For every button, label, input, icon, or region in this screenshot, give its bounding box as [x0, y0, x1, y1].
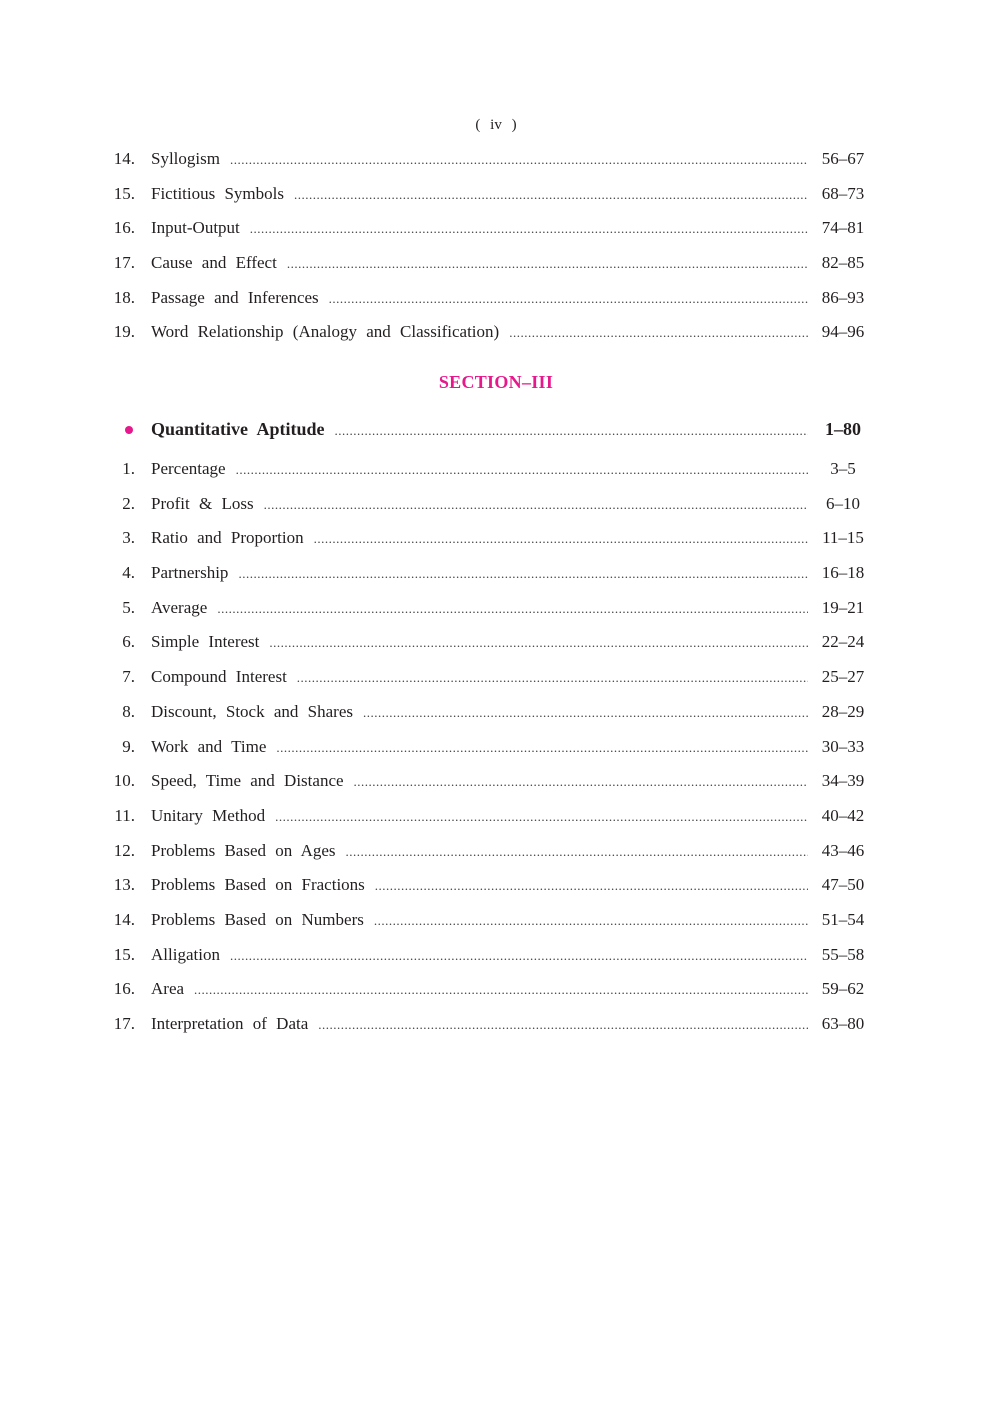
toc-entry[interactable] — [108, 253, 872, 288]
toc-entry-pages: 55–58 — [821, 944, 865, 964]
toc-entry-pages: 30–33 — [821, 736, 865, 756]
dot-leader — [238, 566, 808, 582]
toc-entry-pages: 63–80 — [821, 1014, 865, 1033]
toc-entry[interactable] — [108, 945, 872, 980]
dot-leader — [509, 325, 808, 341]
toc-entry-pages: 3–5 — [830, 459, 856, 478]
toc-entry-number: 9. — [122, 736, 135, 756]
toc-entry-title: Word Relationship (Analogy and Classification) — [151, 322, 500, 342]
toc-entry-number: 12. — [113, 840, 135, 860]
toc-entry-number: 18. — [113, 287, 135, 307]
toc-entry[interactable] — [108, 875, 872, 910]
toc-entry-number: 2. — [122, 493, 135, 513]
toc-entry[interactable] — [108, 910, 872, 945]
toc-entry-number: 14. — [113, 149, 135, 168]
dot-leader — [275, 809, 808, 825]
page-number: ( iv ) — [475, 117, 517, 133]
toc-entry[interactable] — [108, 218, 872, 253]
toc-entry-number: 10. — [113, 771, 135, 791]
toc-entry[interactable] — [108, 702, 872, 737]
dot-leader — [363, 705, 808, 721]
toc-entry-number: 17. — [113, 1014, 135, 1033]
toc-entry-title: Fictitious Symbols — [151, 183, 284, 203]
toc-part-entry[interactable] — [108, 419, 872, 440]
toc-entry-pages: 59–62 — [821, 979, 865, 999]
toc-entry[interactable] — [108, 322, 872, 357]
toc-entry-number: 15. — [113, 183, 135, 203]
toc-part-pages: 1–80 — [825, 419, 861, 439]
toc-entry-title: Discount, Stock and Shares — [151, 701, 353, 721]
dot-leader — [374, 913, 808, 929]
dot-leader — [375, 878, 808, 894]
toc-entry-number: 13. — [113, 875, 135, 895]
toc-entry[interactable] — [108, 841, 872, 876]
toc-entry-title: Percentage — [151, 459, 226, 478]
toc-entry-pages: 19–21 — [821, 597, 865, 617]
toc-entry-pages: 6–10 — [826, 493, 860, 513]
toc-part-title: Quantitative Aptitude — [151, 419, 325, 439]
toc-entry[interactable] — [108, 149, 872, 184]
toc-entry-title: Work and Time — [151, 736, 267, 756]
dot-leader — [354, 774, 808, 790]
toc-entry-number: 16. — [113, 979, 135, 999]
toc-entry-number: 14. — [113, 909, 135, 929]
toc-list-section-iii — [108, 459, 872, 1049]
toc-entry-title: Problems Based on Numbers — [151, 909, 364, 929]
toc-entry[interactable] — [108, 598, 872, 633]
dot-leader — [346, 844, 808, 860]
toc-entry-number: 3. — [122, 528, 135, 548]
toc-entry[interactable] — [108, 528, 872, 563]
toc-entry-pages: 28–29 — [821, 701, 865, 721]
toc-entry[interactable] — [108, 494, 872, 529]
toc-entry-pages: 51–54 — [821, 909, 865, 929]
toc-entry[interactable] — [108, 563, 872, 598]
toc-entry-title: Speed, Time and Distance — [151, 771, 344, 791]
dot-leader — [276, 740, 808, 756]
toc-entry-number: 6. — [122, 632, 135, 652]
toc-entry[interactable] — [108, 667, 872, 702]
toc-entry[interactable] — [108, 806, 872, 841]
dot-leader — [236, 462, 808, 478]
toc-entry-title: Passage and Inferences — [151, 287, 319, 307]
toc-entry-title: Ratio and Proportion — [151, 528, 304, 548]
dot-leader — [287, 256, 808, 272]
dot-leader — [329, 291, 808, 307]
toc-entry-title: Simple Interest — [151, 632, 260, 652]
toc-entry-title: Unitary Method — [151, 805, 266, 825]
dot-leader — [335, 423, 808, 439]
toc-entry-pages: 82–85 — [821, 253, 865, 273]
dot-leader — [294, 187, 808, 203]
dot-leader — [264, 497, 808, 513]
toc-entry[interactable] — [108, 632, 872, 667]
toc-entry-number: 5. — [122, 597, 135, 617]
toc-list-section-ii-continued — [108, 149, 872, 357]
toc-entry[interactable] — [108, 771, 872, 806]
toc-entry[interactable] — [108, 737, 872, 772]
toc-entry-title: Syllogism — [151, 149, 220, 168]
toc-entry-title: Cause and Effect — [151, 253, 277, 273]
toc-entry-pages: 34–39 — [821, 771, 865, 791]
toc-entry-pages: 68–73 — [821, 183, 865, 203]
toc-entry[interactable] — [108, 979, 872, 1014]
toc-entry[interactable] — [108, 459, 872, 494]
toc-entry-pages: 16–18 — [821, 563, 865, 583]
dot-leader — [314, 531, 808, 547]
toc-entry-title: Partnership — [151, 563, 229, 583]
toc-entry-number: 4. — [122, 563, 135, 583]
toc-entry-pages: 25–27 — [821, 667, 865, 687]
toc-entry[interactable] — [108, 288, 872, 323]
toc-entry-number: 8. — [122, 701, 135, 721]
toc-entry[interactable] — [108, 184, 872, 219]
toc-entry-title: Problems Based on Ages — [151, 840, 336, 860]
toc-entry-number: 17. — [113, 253, 135, 273]
toc-entry-number: 15. — [113, 944, 135, 964]
dot-leader — [269, 635, 808, 651]
toc-entry-pages: 47–50 — [821, 875, 865, 895]
dot-leader — [297, 670, 808, 686]
dot-leader — [194, 982, 808, 998]
toc-entry-title: Profit & Loss — [151, 493, 254, 513]
toc-entry-title: Interpretation of Data — [151, 1014, 309, 1033]
toc-entry-number: 7. — [122, 667, 135, 687]
toc-entry-pages: 94–96 — [821, 322, 865, 342]
toc-entry-pages: 56–67 — [821, 149, 865, 168]
section-heading: SECTION–III — [438, 372, 554, 392]
toc-entry-title: Problems Based on Fractions — [151, 875, 365, 895]
toc-entry-number: 19. — [113, 322, 135, 342]
toc-entry-pages: 40–42 — [821, 805, 865, 825]
toc-entry-title: Area — [151, 979, 185, 999]
dot-leader — [230, 948, 808, 964]
toc-entry-pages: 22–24 — [821, 632, 865, 652]
dot-leader — [230, 152, 808, 168]
toc-entry-pages: 43–46 — [821, 840, 865, 860]
toc-entry-title: Average — [151, 597, 208, 617]
dot-leader — [217, 601, 808, 617]
toc-entry-title: Compound Interest — [151, 667, 287, 687]
toc-entry-title: Input-Output — [151, 218, 240, 238]
toc-entry-pages: 74–81 — [821, 218, 865, 238]
dot-leader — [250, 221, 808, 237]
toc-entry-number: 16. — [113, 218, 135, 238]
bullet-icon — [108, 426, 135, 434]
toc-entry-number: 11. — [114, 805, 135, 825]
toc-entry[interactable] — [108, 1014, 872, 1049]
toc-entry-title: Alligation — [151, 944, 220, 964]
toc-entry-number: 1. — [122, 459, 135, 478]
toc-entry-pages: 86–93 — [821, 287, 865, 307]
toc-entry-pages: 11–15 — [822, 528, 864, 548]
dot-leader — [318, 1017, 808, 1033]
